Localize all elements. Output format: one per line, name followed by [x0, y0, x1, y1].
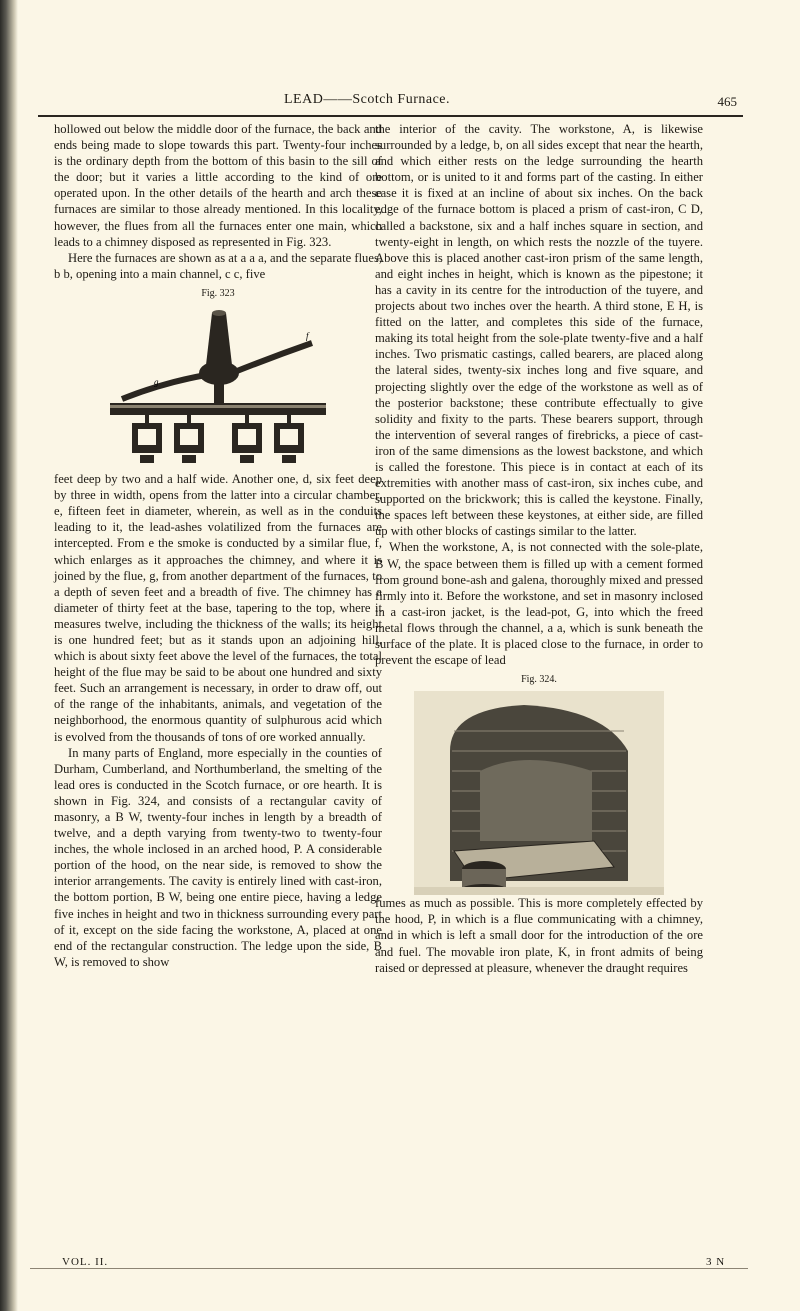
bottom-frame-line: [30, 1268, 748, 1269]
signature-mark: 3 N: [706, 1256, 726, 1268]
paragraph: In many parts of England, more especially in the counties of Durham, Cumberland, and Northumberland, the smelting of the lead ores is conducted in the Scotch furnace, or ore hearth. It is shown in Fig. 324, and consists of a rectangular cavity of masonry, a B W, twenty-four inches in length by a breadth of twelve, and a depth varying from twenty-two to twenty-four inches, the whole inclosed in an arched hood, P. A considerable portion of the hood, on the near side, is removed to show the interior arrangements. The cavity is entirely lined with cast-iron, the bottom portion, B W, being one entire piece, having a ledge five inches in height and two in thickness surrounding every part of it, except on the side facing the workstone, A, placed at one end of the rectangular construction. The ledge upon the side, B W, is removed to show: [54, 745, 382, 969]
figure-label-g: g: [154, 377, 159, 388]
figure-323-chimney-flues: [102, 305, 334, 471]
paragraph: Here the furnaces are shown as at a a a, and the separate flues, b b, opening into a main channel, c c, five: [54, 250, 382, 281]
page-header: [38, 88, 743, 116]
book-spine-shadow: [0, 0, 18, 1311]
figure-324-scotch-furnace: [414, 691, 664, 895]
figure-caption-324: Fig. 324.: [521, 674, 557, 686]
paragraph: feet deep by two and a half wide. Another one, d, six feet deep by three in width, opens from the latter into a circular chamber, e, fifteen feet in diameter, wherein, as well as in the conduits leading to it, the lead-ashes volatilized from the furnaces are intercepted. From e the smoke is conducted by a similar flue, f, which enlarges as it approaches the chimney, and where it is joined by the flue, g, from another department of the furnaces, to a depth of seven feet and a breadth of five. The chimney has a diameter of thirty feet at the base, tapering to the top, where it measures twelve, including the thickness of the walls; its height is one hundred feet; but as it stands upon an adjoining hill, which is about sixty feet above the level of the furnaces, the total height of the flue may be said to be about one hundred and sixty feet. Such an arrangement is necessary, in order to draw off, out of the range of the inhabitants, animals, and vegetation of the neighborhood, the enormous quantity of sulphurous acid which is evolved from the thousands of tons of ore worked annually.: [54, 472, 382, 744]
paragraph: hollowed out below the middle door of the furnace, the back and ends being made to slope towards this part. Twenty-four inches is the ordinary depth from the bottom of this basin to the sill of the door; but it varies a little according to the kind of ore operated upon. In the other details of the hearth and arch these furnaces are similar to those already mentioned. In this locality, however, the flues from all the furnaces enter one main, which leads to a chimney disposed as represented in Fig. 323.: [54, 122, 382, 249]
volume-label: VOL. II.: [62, 1256, 109, 1268]
paragraph: When the workstone, A, is not connected with the sole-plate, B W, the space between them is filled up with a cement formed from ground bone-ash and galena, thoroughly mixed and pressed firmly into it. Before the workstone, and set in masonry inclosed in a cast-iron jacket, is the lead-pot, G, into which the freed metal flows through the channel, a a, which is sunk beneath the surface of the plate. It is placed close to the furnace, in order to prevent the escape of lead: [375, 540, 703, 668]
figure-caption-323: Fig. 323: [201, 287, 235, 299]
paragraph: fumes as much as possible. This is more completely effected by the hood, P, in which is a flue communicating with a chimney, and in which is left a small door for the introduction of the ore and fuel. The movable iron plate, K, in front admits of being raised or depressed at pleasure, whenever the draught requires: [375, 896, 703, 975]
header-rule: [38, 115, 743, 117]
left-column: [54, 121, 382, 970]
page-number: 465: [717, 94, 737, 109]
paragraph: the interior of the cavity. The workstone, A, is likewise surrounded by a ledge, b, on all sides except that near the hearth, and which either rests on the ledge surrounding the hearth bottom, or is united to it and forms part of the casting. In either case it is fixed at an incline of about six inches. On the back edge of the furnace bottom is placed a prism of cast-iron, C D, called a backstone, six and a half inches square in section, and twenty-eight in length, on which rests the nozzle of the tuyere. Above this is placed another cast-iron prism of the same length, and eight inches in height, which is known as the pipestone; it has a cavity in its centre for the introduction of the tuyere, and projects about two inches over the hearth. A third stone, E H, is fitted on the latter, and completes this side of the furnace, making its total height from the sole-plate twenty-five and a half inches. Two prismatic castings, called bearers, are placed along the lateral sides, twenty-six inches long and five square, and projecting slightly over the edge of the workstone as well as of the posterior backstone; these contribute effectually to give solidity and fixity to the parts. These bearers support, through the intervention of several ranges of firebricks, a piece of cast-iron of the same dimensions as the lowest backstone, and which is called the forestone. This piece is in contact at each of its extremities with another mass of cast-iron, six inches cube, and supported on the brickwork; this is called the keystone. Finally, the spaces left between these keystones, at either side, are filled up with other blocks of castings similar to the latter.: [375, 122, 703, 539]
running-title: LEAD——Scotch Furnace.: [284, 92, 451, 107]
figure-label-f: f: [306, 331, 309, 342]
right-column: [375, 121, 703, 976]
